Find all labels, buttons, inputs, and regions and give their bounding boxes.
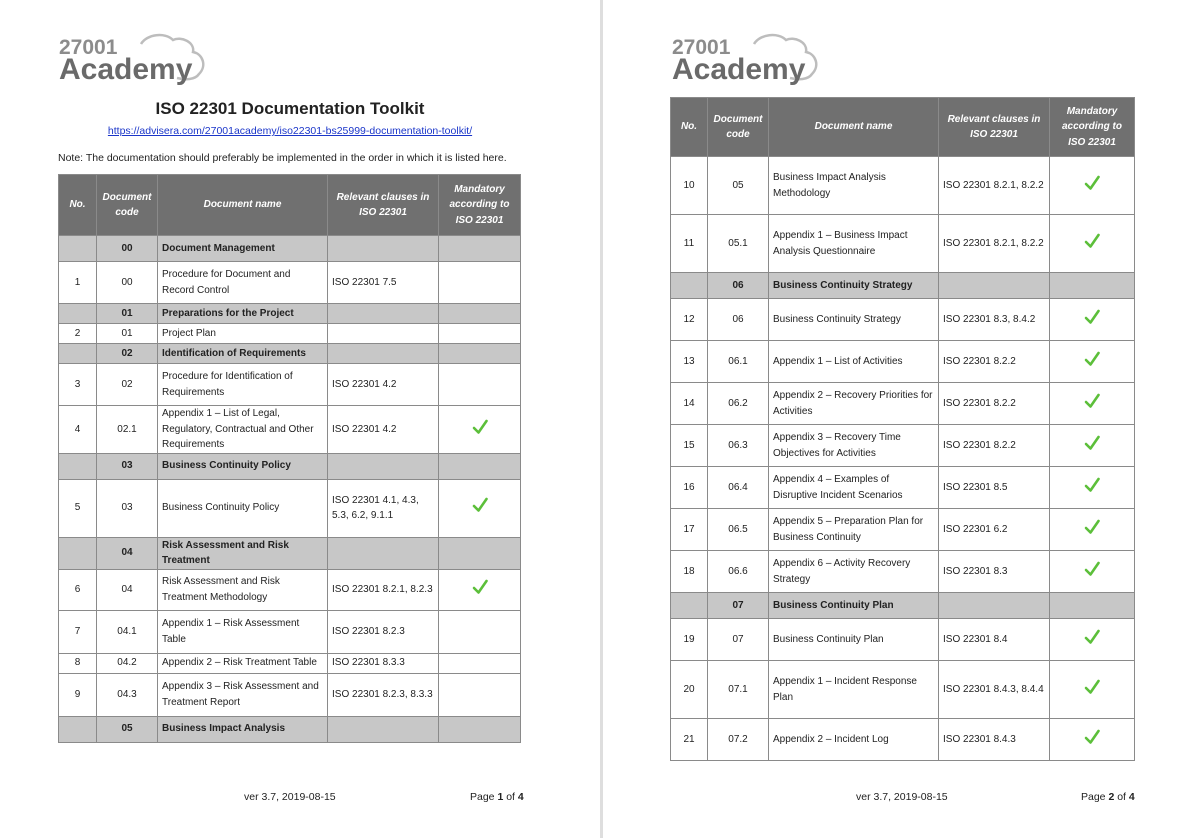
academy-logo [57, 30, 227, 88]
row-mandatory [439, 479, 521, 537]
row-relevant-clauses: ISO 22301 8.2.1, 8.2.3 [328, 569, 439, 610]
checkmark-icon [1083, 628, 1101, 646]
row-document-code: 06.4 [708, 467, 769, 509]
row-document-name: Appendix 1 – Business Impact Analysis Questionnaire [769, 215, 939, 273]
row-no: 10 [671, 157, 708, 215]
row-mandatory [1050, 215, 1135, 273]
checkmark-icon [1083, 350, 1101, 368]
row-mandatory [439, 262, 521, 304]
table-row [671, 719, 1135, 761]
section-clauses-cell [939, 273, 1050, 299]
row-document-code: 06.2 [708, 383, 769, 425]
logo-top-text: 27001 [672, 36, 731, 59]
row-document-name: Business Continuity Plan [769, 619, 939, 661]
row-no: 18 [671, 551, 708, 593]
section-mandatory-cell [1050, 593, 1135, 619]
section-name: Business Continuity Policy [158, 453, 328, 479]
section-no-cell [59, 304, 97, 324]
academy-logo-page-2 [670, 30, 840, 88]
row-no: 1 [59, 262, 97, 304]
section-code: 02 [97, 344, 158, 364]
row-document-name: Business Continuity Strategy [769, 299, 939, 341]
documents-table-page-1 [58, 174, 521, 743]
logo-top-text: 27001 [59, 36, 118, 59]
section-code: 05 [97, 716, 158, 742]
section-code: 04 [97, 537, 158, 569]
table-row [671, 661, 1135, 719]
row-mandatory [439, 673, 521, 716]
section-name: Business Continuity Strategy [769, 273, 939, 299]
header-document-code: Document code [97, 175, 158, 236]
table-header-row [59, 175, 521, 236]
table-row [59, 673, 521, 716]
row-no: 19 [671, 619, 708, 661]
section-code: 00 [97, 236, 158, 262]
checkmark-icon [1083, 174, 1101, 192]
row-no: 21 [671, 719, 708, 761]
table-row [59, 653, 521, 673]
row-relevant-clauses: ISO 22301 8.3 [939, 551, 1050, 593]
row-no: 15 [671, 425, 708, 467]
row-relevant-clauses: ISO 22301 8.3, 8.4.2 [939, 299, 1050, 341]
section-row [671, 273, 1135, 299]
row-relevant-clauses: ISO 22301 8.2.3, 8.3.3 [328, 673, 439, 716]
header-document-name: Document name [769, 98, 939, 157]
section-clauses-cell [328, 344, 439, 364]
section-row [59, 304, 521, 324]
row-relevant-clauses: ISO 22301 6.2 [939, 509, 1050, 551]
row-mandatory [1050, 425, 1135, 467]
checkmark-icon [471, 418, 489, 436]
row-no: 8 [59, 653, 97, 673]
row-document-name: Appendix 2 – Incident Log [769, 719, 939, 761]
header-mandatory: Mandatory according to ISO 22301 [439, 175, 521, 236]
row-mandatory [439, 569, 521, 610]
header-relevant-clauses: Relevant clauses in ISO 22301 [328, 175, 439, 236]
row-relevant-clauses: ISO 22301 8.3.3 [328, 653, 439, 673]
checkmark-icon [471, 578, 489, 596]
table-row [671, 341, 1135, 383]
row-document-code: 02.1 [97, 406, 158, 454]
row-document-code: 01 [97, 324, 158, 344]
row-no: 9 [59, 673, 97, 716]
row-document-code: 04.2 [97, 653, 158, 673]
row-relevant-clauses [328, 324, 439, 344]
table-row [671, 383, 1135, 425]
row-relevant-clauses: ISO 22301 8.2.2 [939, 425, 1050, 467]
section-row [59, 453, 521, 479]
checkmark-icon [1083, 518, 1101, 536]
row-mandatory [1050, 157, 1135, 215]
section-row [59, 236, 521, 262]
row-document-name: Appendix 1 – List of Activities [769, 341, 939, 383]
row-document-name: Procedure for Document and Record Control [158, 262, 328, 304]
section-no-cell [59, 236, 97, 262]
section-code: 03 [97, 453, 158, 479]
row-document-name: Project Plan [158, 324, 328, 344]
section-name: Preparations for the Project [158, 304, 328, 324]
row-mandatory [1050, 467, 1135, 509]
documents-table-page-2 [670, 97, 1135, 761]
row-document-code: 06.3 [708, 425, 769, 467]
row-document-name: Appendix 2 – Risk Treatment Table [158, 653, 328, 673]
section-clauses-cell [328, 304, 439, 324]
checkmark-icon [471, 496, 489, 514]
logo-bottom-text: Academy [672, 53, 806, 86]
row-relevant-clauses: ISO 22301 8.2.1, 8.2.2 [939, 215, 1050, 273]
section-mandatory-cell [1050, 273, 1135, 299]
row-no: 12 [671, 299, 708, 341]
checkmark-icon [1083, 476, 1101, 494]
row-document-code: 02 [97, 364, 158, 406]
section-clauses-cell [328, 236, 439, 262]
row-relevant-clauses: ISO 22301 8.2.3 [328, 610, 439, 653]
row-document-code: 03 [97, 479, 158, 537]
document-page-1 [0, 0, 600, 838]
row-document-name: Risk Assessment and Risk Treatment Methodology [158, 569, 328, 610]
table-row [59, 262, 521, 304]
row-document-name: Appendix 3 – Risk Assessment and Treatment Report [158, 673, 328, 716]
section-row [671, 593, 1135, 619]
section-no-cell [671, 593, 708, 619]
section-no-cell [671, 273, 708, 299]
document-page-2 [603, 0, 1204, 838]
row-document-name: Appendix 2 – Recovery Priorities for Activities [769, 383, 939, 425]
section-mandatory-cell [439, 537, 521, 569]
row-no: 13 [671, 341, 708, 383]
section-mandatory-cell [439, 344, 521, 364]
page-title: ISO 22301 Documentation Toolkit [155, 99, 425, 118]
row-document-code: 07.2 [708, 719, 769, 761]
row-no: 2 [59, 324, 97, 344]
table-row [671, 509, 1135, 551]
row-document-name: Business Continuity Policy [158, 479, 328, 537]
table-row [671, 157, 1135, 215]
checkmark-icon [1083, 560, 1101, 578]
section-clauses-cell [939, 593, 1050, 619]
row-document-name: Business Impact Analysis Methodology [769, 157, 939, 215]
row-relevant-clauses: ISO 22301 8.2.2 [939, 341, 1050, 383]
header-mandatory: Mandatory according to ISO 22301 [1050, 98, 1135, 157]
footer-page-number: Page 2 of 4 [1081, 791, 1135, 803]
section-name: Risk Assessment and Risk Treatment [158, 537, 328, 569]
table-row [671, 619, 1135, 661]
row-no: 16 [671, 467, 708, 509]
row-document-code: 05.1 [708, 215, 769, 273]
row-no: 11 [671, 215, 708, 273]
row-relevant-clauses: ISO 22301 8.5 [939, 467, 1050, 509]
row-document-code: 07.1 [708, 661, 769, 719]
row-document-code: 04 [97, 569, 158, 610]
section-no-cell [59, 453, 97, 479]
row-document-name: Appendix 4 – Examples of Disruptive Incident Scenarios [769, 467, 939, 509]
section-no-cell [59, 537, 97, 569]
table-row [671, 551, 1135, 593]
row-mandatory [439, 324, 521, 344]
row-mandatory [1050, 619, 1135, 661]
row-document-name: Appendix 1 – Incident Response Plan [769, 661, 939, 719]
section-clauses-cell [328, 453, 439, 479]
row-document-code: 00 [97, 262, 158, 304]
checkmark-icon [1083, 728, 1101, 746]
row-no: 20 [671, 661, 708, 719]
row-no: 5 [59, 479, 97, 537]
section-row [59, 716, 521, 742]
row-document-name: Appendix 3 – Recovery Time Objectives for Activities [769, 425, 939, 467]
footer-page-number: Page 1 of 4 [470, 791, 524, 803]
table-row [671, 467, 1135, 509]
row-relevant-clauses: ISO 22301 8.2.1, 8.2.2 [939, 157, 1050, 215]
row-relevant-clauses: ISO 22301 8.4.3 [939, 719, 1050, 761]
row-relevant-clauses: ISO 22301 4.2 [328, 406, 439, 454]
row-mandatory [439, 406, 521, 454]
table-row [59, 569, 521, 610]
header-no: No. [671, 98, 708, 157]
row-no: 6 [59, 569, 97, 610]
header-document-name: Document name [158, 175, 328, 236]
table-row [59, 324, 521, 344]
section-no-cell [59, 344, 97, 364]
row-document-name: Procedure for Identification of Requirements [158, 364, 328, 406]
checkmark-icon [1083, 308, 1101, 326]
row-no: 4 [59, 406, 97, 454]
row-no: 14 [671, 383, 708, 425]
section-name: Business Continuity Plan [769, 593, 939, 619]
row-no: 7 [59, 610, 97, 653]
row-mandatory [1050, 299, 1135, 341]
row-relevant-clauses: ISO 22301 8.4 [939, 619, 1050, 661]
section-code: 01 [97, 304, 158, 324]
row-mandatory [1050, 509, 1135, 551]
section-clauses-cell [328, 716, 439, 742]
table-row [59, 479, 521, 537]
header-no: No. [59, 175, 97, 236]
checkmark-icon [1083, 434, 1101, 452]
section-code: 07 [708, 593, 769, 619]
row-relevant-clauses: ISO 22301 4.2 [328, 364, 439, 406]
row-relevant-clauses: ISO 22301 4.1, 4.3, 5.3, 6.2, 9.1.1 [328, 479, 439, 537]
table-row [671, 425, 1135, 467]
section-row [59, 344, 521, 364]
row-no: 17 [671, 509, 708, 551]
row-document-code: 06.1 [708, 341, 769, 383]
checkmark-icon [1083, 678, 1101, 696]
checkmark-icon [1083, 232, 1101, 250]
section-name: Document Management [158, 236, 328, 262]
section-no-cell [59, 716, 97, 742]
checkmark-icon [1083, 392, 1101, 410]
implementation-note: Note: The documentation should preferably be implemented in the order in which it is listed here. [58, 152, 507, 164]
table-row [671, 299, 1135, 341]
header-document-code: Document code [708, 98, 769, 157]
row-document-code: 07 [708, 619, 769, 661]
row-mandatory [1050, 719, 1135, 761]
section-code: 06 [708, 273, 769, 299]
section-mandatory-cell [439, 304, 521, 324]
table-header-row [671, 98, 1135, 157]
row-document-code: 04.3 [97, 673, 158, 716]
section-mandatory-cell [439, 236, 521, 262]
row-mandatory [1050, 551, 1135, 593]
row-no: 3 [59, 364, 97, 406]
table-row [59, 406, 521, 454]
row-document-name: Appendix 6 – Activity Recovery Strategy [769, 551, 939, 593]
row-mandatory [1050, 341, 1135, 383]
row-relevant-clauses: ISO 22301 8.2.2 [939, 383, 1050, 425]
row-document-name: Appendix 5 – Preparation Plan for Business Continuity [769, 509, 939, 551]
section-mandatory-cell [439, 453, 521, 479]
table-row [671, 215, 1135, 273]
footer-version: ver 3.7, 2019-08-15 [244, 791, 336, 803]
section-mandatory-cell [439, 716, 521, 742]
row-document-code: 06.6 [708, 551, 769, 593]
row-mandatory [439, 610, 521, 653]
section-clauses-cell [328, 537, 439, 569]
table-row [59, 610, 521, 653]
row-mandatory [1050, 383, 1135, 425]
row-mandatory [439, 653, 521, 673]
row-document-code: 05 [708, 157, 769, 215]
row-mandatory [439, 364, 521, 406]
row-mandatory [1050, 661, 1135, 719]
section-row [59, 537, 521, 569]
row-relevant-clauses: ISO 22301 8.4.3, 8.4.4 [939, 661, 1050, 719]
row-document-code: 04.1 [97, 610, 158, 653]
row-document-code: 06 [708, 299, 769, 341]
section-name: Identification of Requirements [158, 344, 328, 364]
section-name: Business Impact Analysis [158, 716, 328, 742]
footer-version: ver 3.7, 2019-08-15 [856, 791, 948, 803]
row-document-code: 06.5 [708, 509, 769, 551]
row-document-name: Appendix 1 – List of Legal, Regulatory, Contractual and Other Requirements [158, 406, 328, 454]
row-relevant-clauses: ISO 22301 7.5 [328, 262, 439, 304]
header-relevant-clauses: Relevant clauses in ISO 22301 [939, 98, 1050, 157]
row-document-name: Appendix 1 – Risk Assessment Table [158, 610, 328, 653]
logo-bottom-text: Academy [59, 53, 193, 86]
table-row [59, 364, 521, 406]
toolkit-link[interactable]: https://advisera.com/27001academy/iso22301-bs25999-documentation-toolkit/ [107, 125, 473, 137]
